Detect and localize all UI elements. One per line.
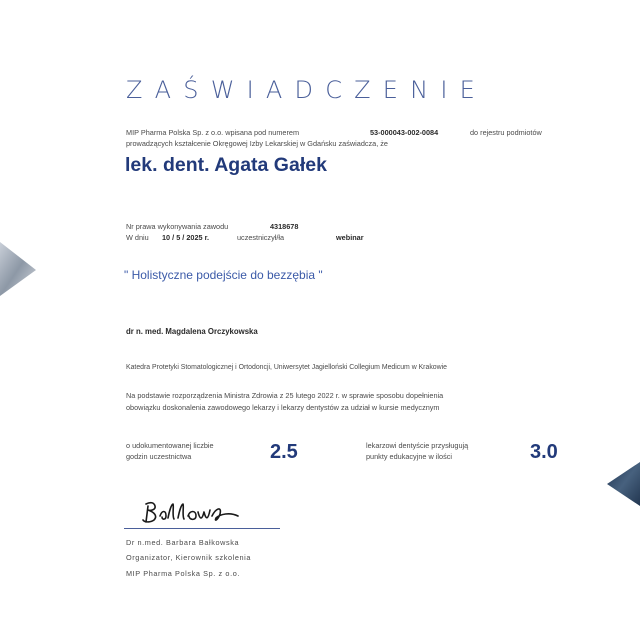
date-value: 10 / 5 / 2025 r. xyxy=(162,233,210,242)
course-title: " Holistyczne podejście do bezzębia " xyxy=(124,268,323,282)
intro-line2: prowadzących kształcenie Okręgowej Izby Lekarskiej w Gdańsku zaświadcza, że xyxy=(126,139,388,148)
license-label: Nr prawa wykonywania zawodu xyxy=(126,222,229,231)
affiliation: Katedra Protetyki Stomatologicznej i Ortodoncji, Uniwersytet Jagielloński Collegium Medicum w Krakowie xyxy=(126,364,447,371)
regulation-line2: obowiązku doskonalenia zawodowego lekarzy i lekarzy dentystów za udział w kursie medycznym xyxy=(126,403,440,412)
recipient-name: lek. dent. Agata Gałek xyxy=(125,154,327,176)
lecturer: dr n. med. Magdalena Orczykowska xyxy=(126,327,258,336)
signature-line xyxy=(124,528,280,529)
points-label-line1: lekarzowi dentyście przysługują xyxy=(366,441,469,450)
left-triangle xyxy=(0,242,36,296)
right-triangle xyxy=(607,462,640,506)
signer-name: Dr n.med. Barbara Bałkowska xyxy=(126,538,240,547)
registry-number: 53-000043-002-0084 xyxy=(370,128,439,137)
license-number: 4318678 xyxy=(270,222,299,231)
signer-role: Organizator, Kierownik szkolenia xyxy=(126,553,252,562)
intro-part2: do rejestru podmiotów xyxy=(470,128,542,137)
date-label: W dniu xyxy=(126,233,149,242)
regulation-line1: Na podstawie rozporządzenia Ministra Zdrowia z 25 lutego 2022 r. w sprawie sposobu dopełnienia xyxy=(126,391,444,400)
participated-label: uczestniczył/ła xyxy=(237,233,285,242)
intro-part1: MIP Pharma Polska Sp. z o.o. wpisana pod numerem xyxy=(126,128,300,137)
points-value: 3.0 xyxy=(530,441,558,463)
hours-label-line1: o udokumentowanej liczbie xyxy=(126,441,214,450)
hours-label-line2: godzin uczestnictwa xyxy=(126,452,192,461)
event-type: webinar xyxy=(336,233,364,242)
signature xyxy=(140,496,250,528)
hours-value: 2.5 xyxy=(270,441,298,463)
certificate-title: ZAŚWIADCZENIE xyxy=(126,76,487,104)
points-label-line2: punkty edukacyjne w ilości xyxy=(366,452,452,461)
signer-company: MIP Pharma Polska Sp. z o.o. xyxy=(126,569,241,578)
